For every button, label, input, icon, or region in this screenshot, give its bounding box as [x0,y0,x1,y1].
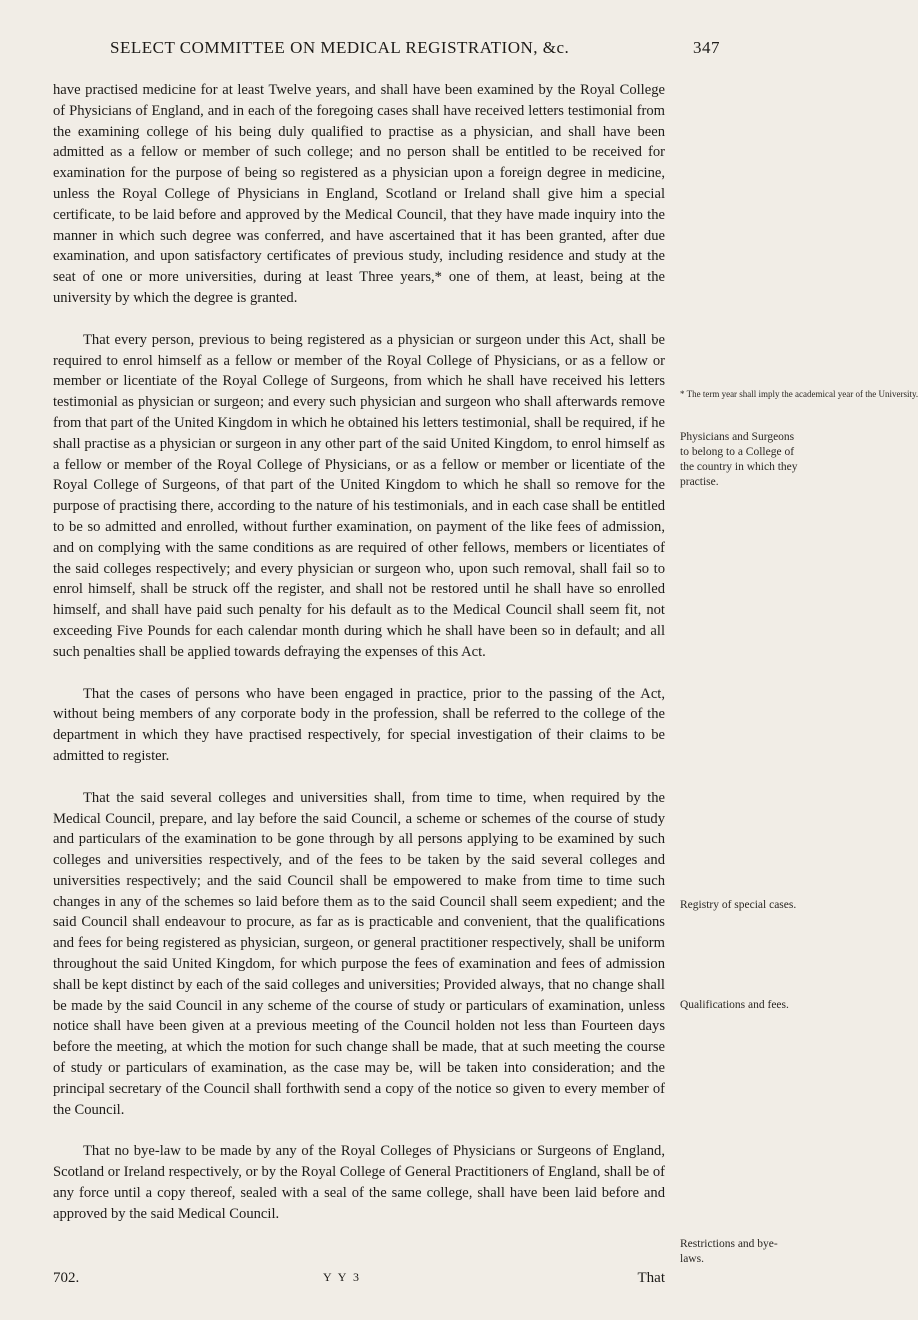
margin-note-restrictions: Restrictions and bye-laws. [680,1238,778,1265]
footnote-year: * The term year shall imply the academical year of the University. [680,389,918,399]
paragraph-5: That no bye-law to be made by any of the Royal Colleges of Physicians or Surgeons of England, Scotland or Ireland respectively, or by the Royal College of General Practitioners of England, shall be of any force until a copy thereof, sealed with a seal of the same college, shall have been laid before and approved by the said Medical Council. [53,1143,665,1222]
margin-note-qualifications: Qualifications and fees. [680,999,789,1011]
running-title: SELECT COMMITTEE ON MEDICAL REGISTRATION, &c. [110,38,570,57]
catchword: That [637,1270,665,1286]
signature-mark: Y Y 3 [323,1270,361,1284]
margin-note-registry: Registry of special cases. [680,899,797,911]
paragraph-3: That the cases of persons who have been engaged in practice, prior to the passing of the Act, without being members of any corporate body in the profession, shall be referred to the college of the department in which they have practised respectively, for special investigation of their claims to be admitted to register. [53,685,665,764]
body-text [53,80,665,1246]
paragraph-2: That every person, previous to being registered as a physician or surgeon under this Act, shall be required to enrol himself as a fellow or member of the Royal College of Physicians, or as a fellow or member or licentiate of the Royal College of Surgeons, from which he shall have received his letters testimonial as physician or surgeon; and every such physician and surgeon who shall afterwards remove from that part of the United Kingdom in which he obtained his letters testimonial, shall be required, if he shall practise as a physician or surgeon in any other part of the said United Kingdom, to enrol himself as a fellow or member of the Royal College of Physicians, or as a fellow or member or licentiate of the Royal College of Surgeons, of that part of the United Kingdom to which he shall so remove for the purpose of practising there, according to the nature of his testimonials, and in each case shall be entitled to be so admitted and enrolled, without further examination, on payment of the like fees of admission, and on complying with the same conditions as are required of other fellows, members or licentiates of the said colleges respectively; and every physician or surgeon who, upon such removal, shall fail so to enrol himself, shall be struck off the register, and shall not be restored until he shall have so enrolled himself, and shall have paid such penalty for his default as to the Medical Council shall seem fit, not exceeding Five Pounds for each calendar month during which he shall have been so in default; and all such penalties shall be applied towards defraying the expenses of this Act. [53,331,665,660]
paragraph-1: have practised medicine for at least Twelve years, and shall have been examined by the Royal College of Physicians of England, and in each of the foregoing cases shall have received letters testimonial from the examining college of his being duly qualified to practise as a physician, and shall have been admitted as a fellow or member of such college; and no person shall be entitled to be received for examination for the purpose of being so registered as a physician upon a foreign degree in medicine, unless the Royal College of Physicians in England, Scotland or Ireland shall give him a special certificate, to be laid before and approved by the Medical Council, that they have made inquiry into the manner in which such degree was conferred, and have ascertained that it has been granted, after due examination, and upon satisfactory certificates of previous study, including residence and study at the seat of one or more universities, during at least Three years,* one of them, at least, being at the university by which the degree is granted. [53,82,665,306]
page-number: 347 [693,38,720,57]
paragraph-4: That the said several colleges and universities shall, from time to time, when required by the Medical Council, prepare, and lay before the said Council, a scheme or schemes of the course of study and particulars of the examination to be gone through by all persons applying to be examined by such colleges and universities respectively, and of the fees to be taken by the said several colleges and universities respectively; and the said Council shall be empowered to make from time to time such changes in any of the schemes so laid before them as to the said Council shall seem expedient; and the said Council shall endeavour to procure, as far as is practicable and convenient, that the qualifications and fees for being registered as physician, surgeon, or general practitioner respectively, shall be uniform throughout the said United Kingdom, for which purpose the fees of examination and fees of admission shall be kept distinct by each of the said colleges and universities; Provided always, that no change shall be made by the said Council in any scheme of the course of study or particulars of examination, unless notice shall have been given at a previous meeting of the Council holden not less than Fourteen days before the meeting, at which the motion for such change shall be made, that at such meeting the course of study or particulars of examination, as the case may be, will be taken into consideration; and the principal secretary of the Council shall forthwith send a copy of the notice so given to every member of the Council. [53,789,665,1118]
margin-note-physicians: Physicians and Surgeons to belong to a College of the country in which they practise. [680,431,798,488]
page-footer [53,1270,665,1294]
sessional-number: 702. [53,1270,80,1286]
